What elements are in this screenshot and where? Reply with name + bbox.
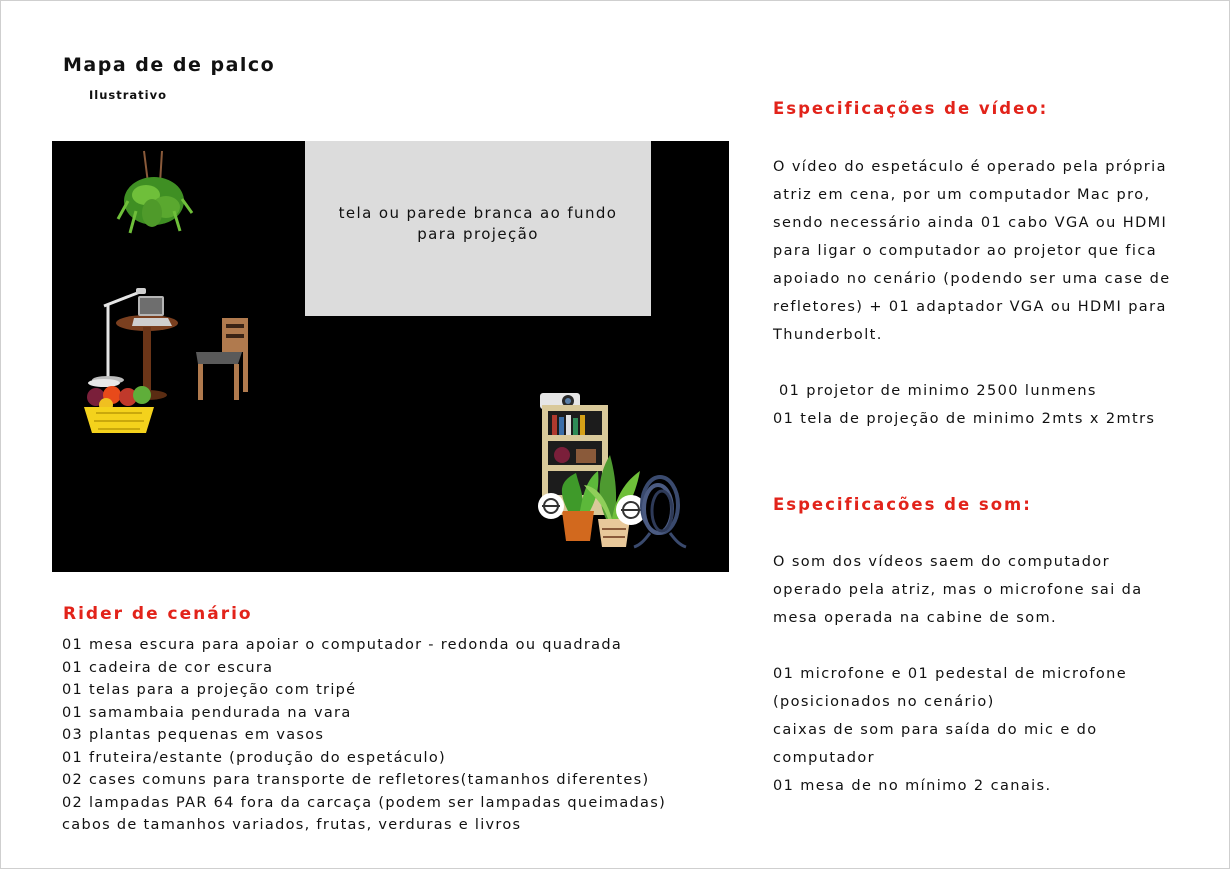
text-line: 01 tela de projeção de minimo 2mts x 2mtrs [773,411,1156,427]
list-item: 01 samambaia pendurada na vara [62,704,352,721]
text-line: 01 mesa de no mínimo 2 canais. [773,778,1052,794]
text-line: O vídeo do espetáculo é operado pela própria [773,159,1167,175]
text-line: apoiado no cenário (podendo ser uma case de [773,271,1171,287]
list-item: 02 lampadas PAR 64 fora da carcaça (podem ser lampadas queimadas) [62,794,667,811]
sound-specs-text [773,548,1223,800]
chair-icon [192,316,252,404]
text-line: 01 microfone e 01 pedestal de microfone [773,666,1128,682]
rider-title: Rider de cenário [63,604,253,624]
projection-screen-label: tela ou parede branca ao fundo para projeção [338,204,618,243]
text-line: sendo necessário ainda 01 cabo VGA ou HDMI [773,215,1168,231]
text-line: refletores) + 01 adaptador VGA ou HDMI para [773,299,1167,315]
fruit-basket-icon [82,379,156,437]
list-item: 01 cadeira de cor escura [62,659,274,676]
par-lamp-icon [536,491,566,521]
text-line: caixas de som para saída do mic e do [773,722,1098,738]
video-specs-title: Especificações de vídeo: [773,99,1049,118]
cable-coil-icon [630,469,688,549]
list-item: 01 telas para a projeção com tripé [62,682,357,698]
text-line: mesa operada na cabine de som. [773,610,1058,626]
text-line: computador [773,750,875,766]
list-item: cabos de tamanhos variados, frutas, verduras e livros [62,817,522,833]
text-line: 01 projetor de minimo 2500 lunmens [773,383,1097,399]
page-subtitle: Ilustrativo [89,88,168,102]
laptop-icon [132,296,172,330]
text-line: (posicionados no cenário) [773,694,995,710]
video-specs-text [773,153,1223,433]
hanging-fern-icon [116,149,196,245]
projection-screen [305,141,651,316]
page-title: Mapa de de palco [63,54,276,76]
text-line: para ligar o computador ao projetor que fica [773,243,1157,259]
list-item: 03 plantas pequenas em vasos [62,727,325,743]
text-line: operado pela atriz, mas o microfone sai da [773,582,1143,598]
text-line: Thunderbolt. [773,327,883,343]
text-line: O som dos vídeos saem do computador [773,554,1110,570]
stage-map [52,141,729,572]
sound-specs-title: Especificacões de som: [773,495,1032,514]
list-item: 01 fruteira/estante (produção do espetáculo) [62,749,447,766]
list-item: 02 cases comuns para transporte de refletores(tamanhos diferentes) [62,772,650,788]
rider-list [62,634,666,837]
text-line: atriz em cena, por um computador Mac pro, [773,187,1151,203]
list-item: 01 mesa escura para apoiar o computador - redonda ou quadrada [62,637,623,653]
